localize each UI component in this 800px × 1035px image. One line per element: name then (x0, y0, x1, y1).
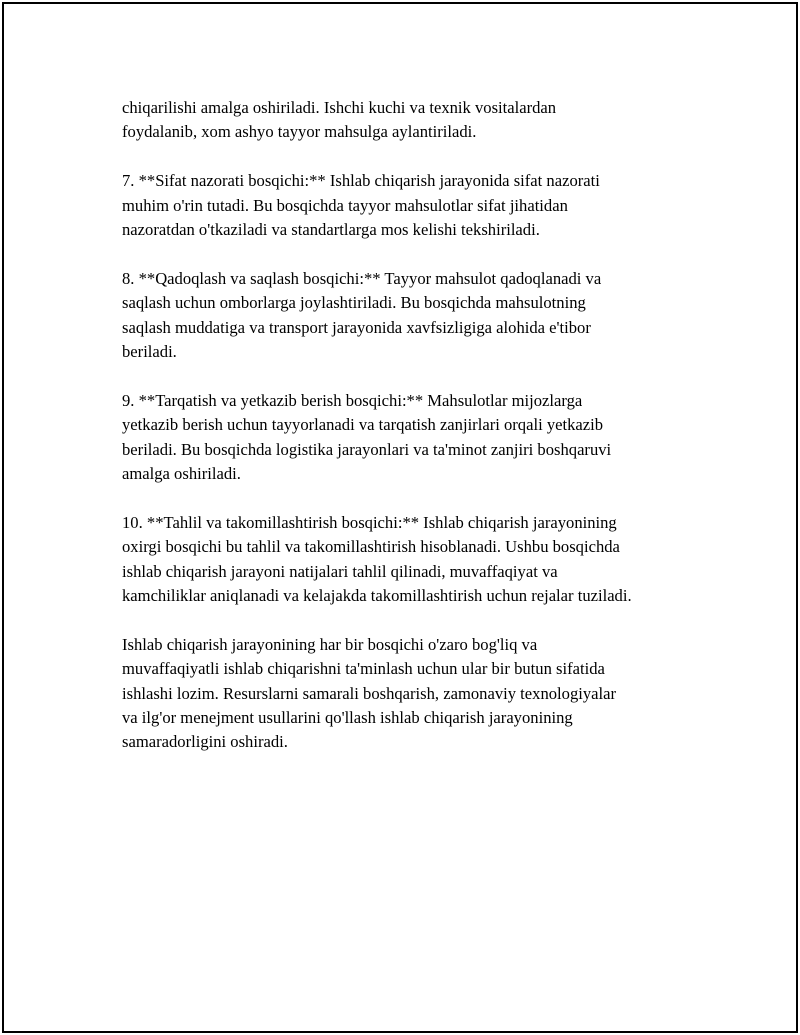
text-line: beriladi. Bu bosqichda logistika jarayonlari va ta'minot zanjiri boshqaruvi (122, 439, 612, 459)
text-line: 8. **Qadoqlash va saqlash bosqichi:** Tayyor mahsulot qadoqlanadi va (122, 268, 602, 288)
text-line: foydalanib, xom ashyo tayyor mahsulga aylantiriladi. (122, 122, 477, 142)
paragraph-step-10-analysis-improvement (122, 511, 697, 609)
text-line: chiqarilishi amalga oshiriladi. Ishchi kuchi va texnik vositalardan (122, 98, 557, 117)
text-line: saqlash uchun omborlarga joylashtiriladi. Bu bosqichda mahsulotning (122, 293, 586, 313)
text-line: va ilg'or menejment usullarini qo'llash ishlab chiqarish jarayonining (122, 708, 573, 728)
text-line: ishlab chiqarish jarayoni natijalari tahlil qilinadi, muvaffaqiyat va (122, 561, 558, 581)
paragraph-step-8-packaging-storage (122, 267, 697, 365)
paragraph-step-7-quality-control (122, 169, 697, 242)
text-line: muvaffaqiyatli ishlab chiqarishni ta'minlash uchun ular bir butun sifatida (122, 659, 605, 679)
text-line: 7. **Sifat nazorati bosqichi:** Ishlab chiqarish jarayonida sifat nazorati (122, 171, 600, 191)
text-line: yetkazib berish uchun tayyorlanadi va tarqatish zanjirlari orqali yetkazib (122, 415, 604, 435)
text-line: kamchiliklar aniqlanadi va kelajakda takomillashtirish uchun rejalar tuziladi. (122, 586, 632, 606)
text-line: ishlashi lozim. Resurslarni samarali boshqarish, zamonaviy texnologiyalar (122, 683, 617, 703)
text-line: beriladi. (122, 342, 177, 362)
text-line: saqlash muddatiga va transport jarayonida xavfsizligiga alohida e'tibor (122, 317, 591, 337)
text-line: amalga oshiriladi. (122, 464, 241, 484)
text-line: 9. **Tarqatish va yetkazib berish bosqichi:** Mahsulotlar mijozlarga (122, 390, 583, 410)
paragraph-conclusion (122, 633, 697, 755)
paragraph-step-9-distribution-delivery (122, 389, 697, 487)
text-line: oxirgi bosqichi bu tahlil va takomillashtirish hisoblanadi. Ushbu bosqichda (122, 537, 620, 557)
text-line: nazoratdan o'tkaziladi va standartlarga mos kelishi tekshiriladi. (122, 220, 540, 240)
text-line: samaradorligini oshiradi. (122, 732, 288, 752)
text-line: Ishlab chiqarish jarayonining har bir bosqichi o'zaro bog'liq va (122, 634, 538, 654)
text-line: 10. **Tahlil va takomillashtirish bosqichi:** Ishlab chiqarish jarayonining (122, 512, 617, 532)
paragraph-production-continuation (122, 96, 697, 145)
page-frame (2, 2, 798, 1033)
document-body (122, 96, 697, 779)
text-line: muhim o'rin tutadi. Bu bosqichda tayyor mahsulotlar sifat jihatidan (122, 195, 568, 215)
